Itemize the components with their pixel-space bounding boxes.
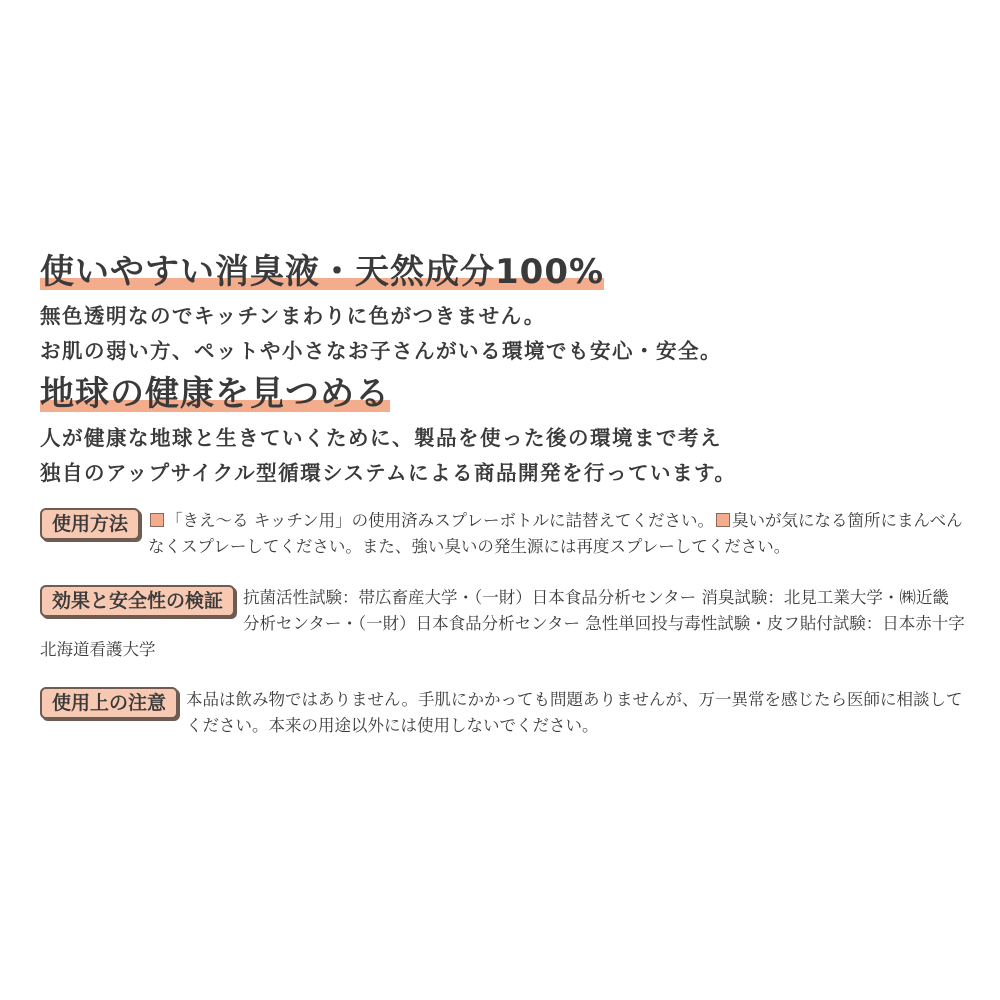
heading-natural-ingredients — [40, 252, 604, 292]
caution-section — [40, 687, 965, 739]
heading-text: 使いやすい消臭液・天然成分100% — [40, 252, 605, 292]
usage-badge: 使用方法 — [40, 508, 140, 540]
verification-badge: 効果と安全性の検証 — [40, 585, 235, 617]
paragraph-line: 独自のアップサイクル型循環システムによる商品開発を行っています。 — [40, 461, 737, 485]
usage-text-a: 「きえ〜る キッチン用」の使用済みスプレーボトルに詰替えてください。 — [166, 511, 714, 530]
heading-earth-health — [40, 374, 390, 414]
verification-text: 抗菌活性試験：帯広畜産大学・（一財）日本食品分析センター 消臭試験：北見工業大学・㈱近畿分析センター・（一財）日本食品分析センター 急性単回投与毒性試験・皮フ貼付試験：日本赤十字北海道看護大学 — [40, 588, 965, 659]
paragraph-line: 人が健康な地球と生きていくために、製品を使った後の環境まで考え — [40, 426, 722, 450]
usage-text-b: 臭いが気になる箇所にまんべんなくスプレーしてください。また、強い臭いの発生源には再度スプレーしてください。 — [148, 511, 963, 556]
caution-text: 本品は飲み物ではありません。手肌にかかっても問題ありませんが、万一異常を感じたら医師に相談してください。本来の用途以外には使用しないでください。 — [186, 690, 963, 735]
usage-section — [40, 508, 965, 560]
verification-section — [40, 585, 965, 663]
paragraph-upcycle — [40, 421, 736, 491]
paragraph-line: お肌の弱い方、ペットや小さなお子さんがいる環境でも安心・安全。 — [40, 339, 722, 363]
square-bullet-icon — [150, 513, 164, 527]
caution-badge: 使用上の注意 — [40, 687, 178, 719]
paragraph-colorless — [40, 299, 722, 369]
square-bullet-icon — [716, 513, 730, 527]
paragraph-line: 無色透明なのでキッチンまわりに色がつきません。 — [40, 304, 546, 328]
heading-text: 地球の健康を見つめる — [40, 374, 390, 414]
